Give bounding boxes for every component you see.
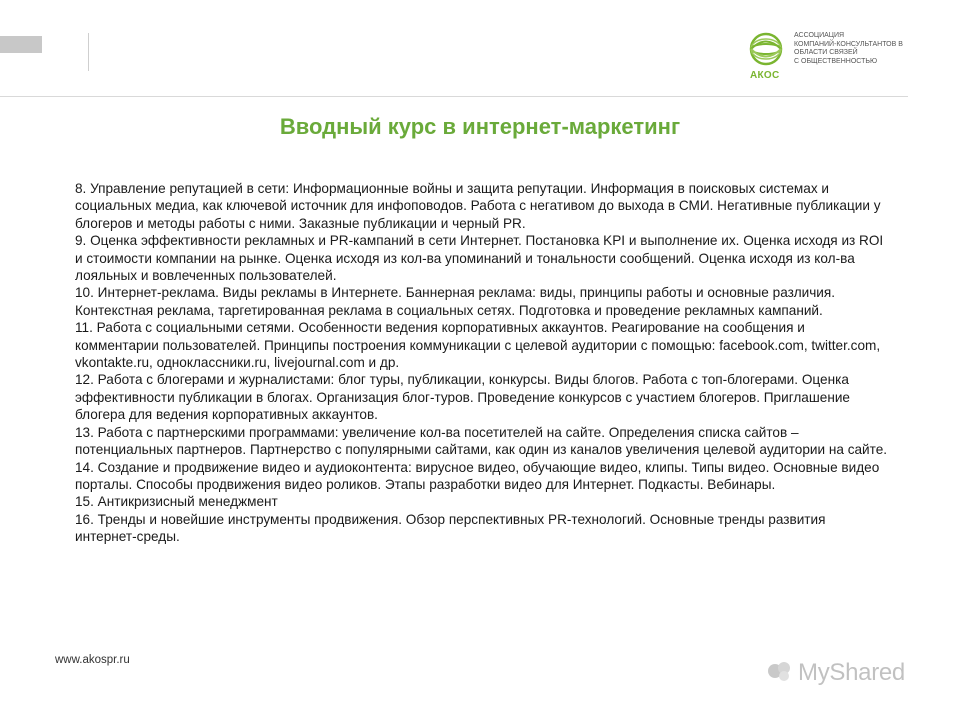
course-outline [75, 180, 890, 546]
watermark-logo-icon [764, 656, 794, 691]
outline-item: 13. Работа с партнерскими программами: увеличение кол-ва посетителей на сайте. Определения списка сайтов – потенциальных партнеров. Партнерство с популярными сайтами, как один из каналов увеличения целевой аудитории на сайте. [75, 424, 888, 458]
logo-abbreviation: АКОС [750, 70, 780, 81]
header-divider [88, 33, 89, 71]
page-title: Вводный курс в интернет-маркетинг [279, 114, 681, 139]
watermark-text: MyShared [798, 659, 905, 686]
outline-item: 8. Управление репутацией в сети: Информационные войны и защита репутации. Информация в поисковых системах и социальных медиа, как ключевой источник для инфоповодов. Работа с негативом до выхода в СМИ. Негативные публикации у блогеров и методы работы с ними. Заказные публикации и черный PR. [75, 181, 881, 231]
header-rule [0, 96, 908, 97]
footer-url[interactable]: www.akospr.ru [55, 654, 130, 666]
logo-caption-line: АССОЦИАЦИЯ [794, 32, 845, 39]
outline-item: 15. Антикризисный менеджмент [75, 494, 278, 510]
watermark [764, 657, 905, 689]
logo-caption-line: С ОБЩЕСТВЕННОСТЬЮ [794, 57, 878, 65]
outline-item: 16. Тренды и новейшие инструменты продвижения. Обзор перспективных PR-технологий. Основные тренды развития интернет-среды. [75, 511, 826, 545]
logo-caption-line: КОМПАНИЙ-КОНСУЛЬТАНТОВ В [794, 40, 903, 48]
outline-item: 10. Интернет-реклама. Виды рекламы в Интернете. Баннерная реклама: виды, принципы работы и основные различия. Контекстная реклама, таргетированная реклама в социальных сетях. Подготовка и проведение рекламных кампаний. [75, 285, 836, 318]
logo-caption [794, 32, 919, 66]
outline-item: 9. Оценка эффективности рекламных и PR-кампаний в сети Интернет. Постановка KPI и выполнение их. Оценка исходя из ROI и стоимости компании на рынке. Оценка исходя из кол-ва упоминаний и тональности сообщений. Оценка исходя из кол-ва лояльных и вовлеченных пользователей. [75, 233, 884, 284]
logo-caption-line: ОБЛАСТИ СВЯЗЕЙ [794, 49, 858, 56]
akos-logo [746, 32, 916, 84]
outline-item: 11. Работа с социальными сетями. Особенности ведения корпоративных аккаунтов. Реагирование на сообщения и комментарии пользователей. Принципы построения коммуникации с целевой аудитории с помощью: facebook.com, twitter.com, vkontakte.ru, одноклассники.ru, livejournal.com и др. [75, 320, 881, 371]
corner-tab [0, 36, 42, 53]
outline-item: 12. Работа с блогерами и журналистами: блог туры, публикации, конкурсы. Виды блогов. Работа с топ-блогерами. Оценка эффективности публикации в блогах. Организация блог-туров. Проведение конкурсов с участием блогеров. Приглашение блогера для ведения корпоративных аккаунтов. [75, 372, 850, 423]
outline-item: 14. Создание и продвижение видео и аудиоконтента: вирусное видео, обучающие видео, клипы. Типы видео. Основные видео порталы. Способы продвижения видео роликов. Этапы разработки видео для Интернет. Подкасты. Вебинары. [75, 459, 880, 492]
